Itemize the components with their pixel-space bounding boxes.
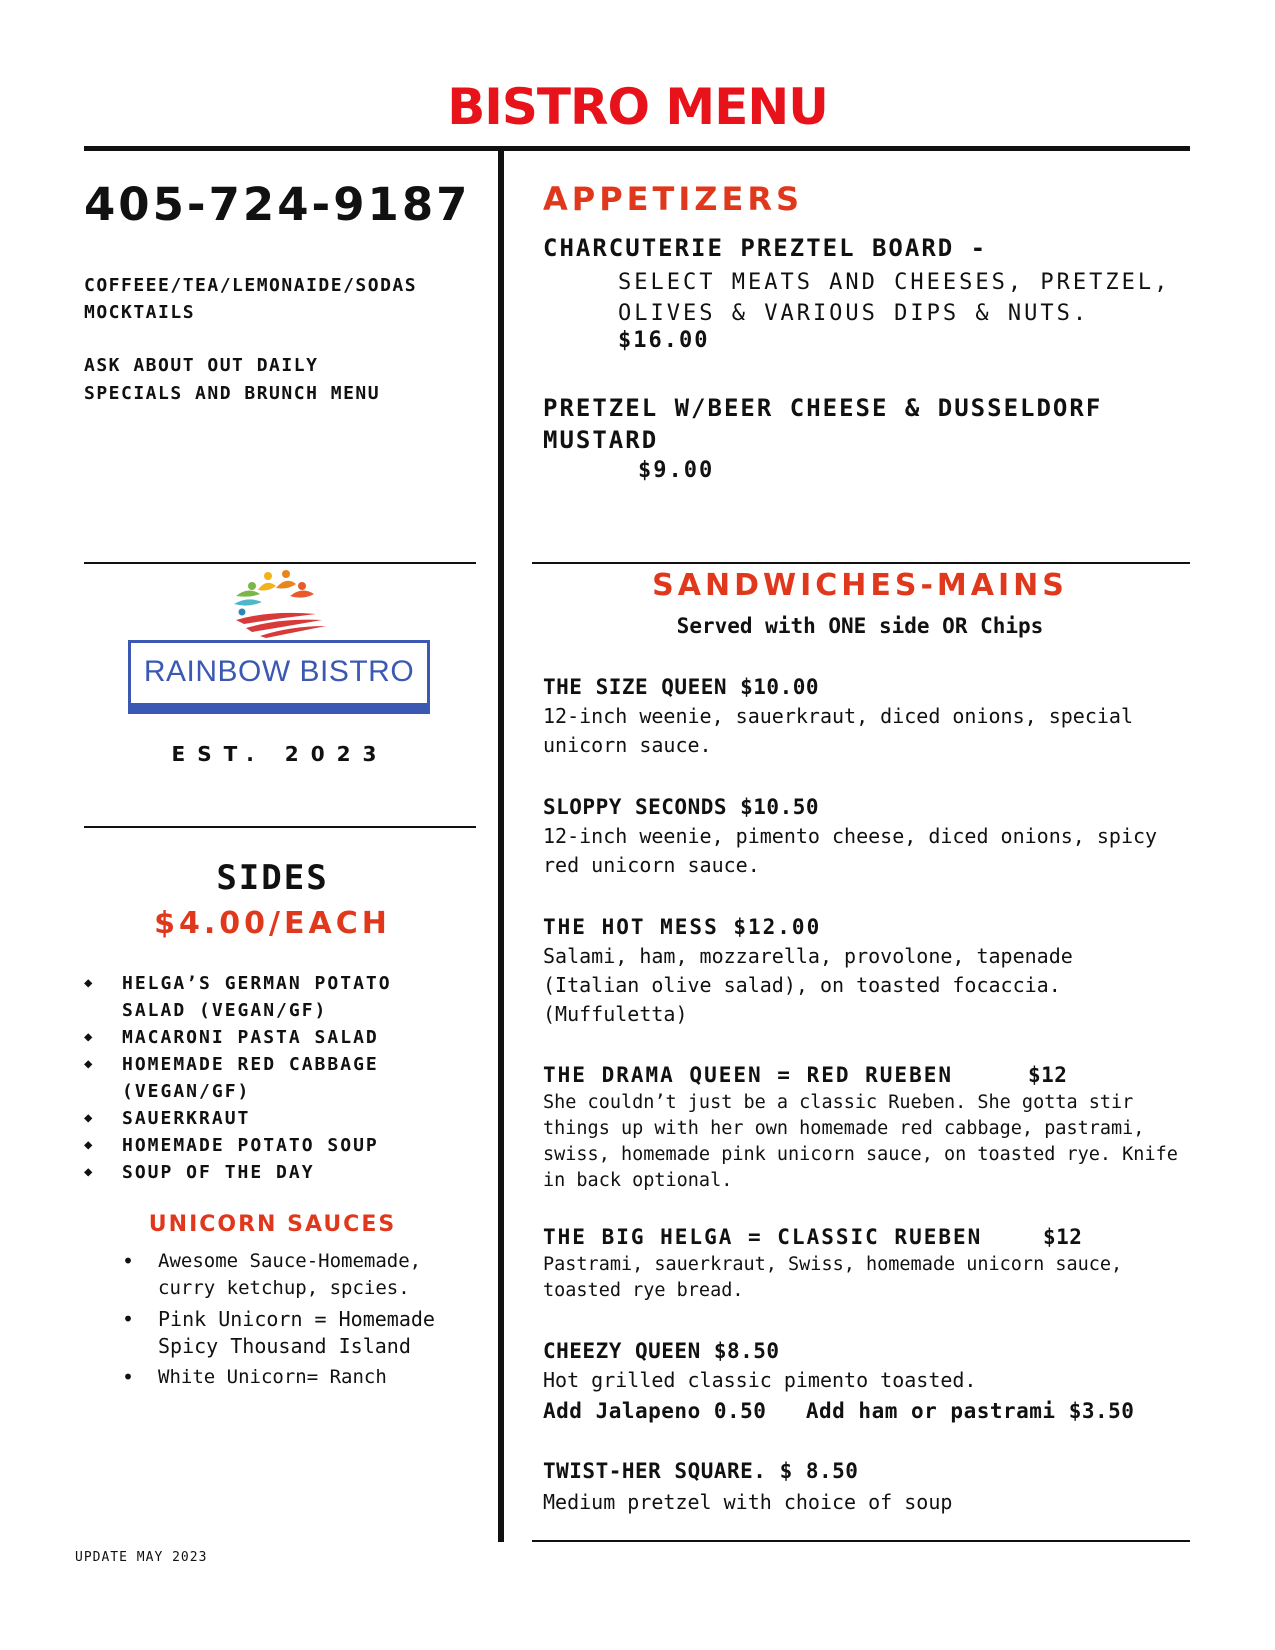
main-item-name: TWIST-HER SQUARE. $ 8.50 xyxy=(543,1459,859,1483)
main-item-desc-1: Salami, ham, mozzarella, provolone, tapenade xyxy=(543,944,1073,968)
main-item-desc: Pastrami, sauerkraut, Swiss, homemade unicorn sauce, toasted rye bread. xyxy=(543,1254,1123,1301)
main-item-desc: She couldn’t just be a classic Rueben. She gotta stir things up with her own homemade red cabbage, pastrami, swiss, homemade pink unicorn sauce, on toasted rye. Knife in back optional. xyxy=(543,1092,1178,1191)
side-item-label-cont: (VEGAN/GF) xyxy=(122,1081,251,1102)
sauce-item xyxy=(120,1248,460,1302)
appetizers-title: APPETIZERS xyxy=(543,180,804,218)
appetizer-2-name-2: MUSTARD xyxy=(543,426,659,454)
drinks-line-2: MOCKTAILS xyxy=(84,302,196,323)
side-item xyxy=(84,970,444,1024)
sauce-item xyxy=(120,1364,460,1391)
sauce-item xyxy=(120,1306,460,1360)
side-item-label: HELGA’S GERMAN POTATO xyxy=(122,973,392,994)
sides-title: SIDES xyxy=(216,858,329,898)
left-divider-1 xyxy=(84,562,476,564)
sauce-item-label: Awesome Sauce-Homemade, xyxy=(158,1250,422,1272)
bullet-icon: • xyxy=(122,1365,135,1389)
side-item-label: HOMEMADE RED CABBAGE xyxy=(122,1054,379,1075)
main-item-name: SLOPPY SECONDS $10.50 xyxy=(543,795,820,819)
sides-list xyxy=(84,970,444,1186)
main-item-name: THE BIG HELGA = CLASSIC RUEBEN xyxy=(543,1225,983,1249)
diamond-bullet-icon: ◆ xyxy=(84,1110,95,1126)
logo-text: RAINBOW BISTRO xyxy=(143,655,415,688)
bullet-icon: • xyxy=(122,1307,135,1331)
appetizer-2-price: $9.00 xyxy=(638,458,715,483)
sauce-item-label: White Unicorn= Ranch xyxy=(158,1366,387,1388)
left-divider-2 xyxy=(84,826,476,828)
right-divider-1 xyxy=(532,562,1190,564)
appetizer-1-name: CHARCUTERIE PREZTEL BOARD - xyxy=(543,234,988,262)
title-divider xyxy=(84,146,1190,151)
main-item-price: $12 xyxy=(1028,1063,1068,1087)
page-title: BISTRO MENU xyxy=(447,78,828,136)
main-item-name: THE HOT MESS $12.00 xyxy=(543,915,822,939)
main-item-name: THE SIZE QUEEN $10.00 xyxy=(543,675,820,699)
diamond-bullet-icon: ◆ xyxy=(84,975,95,991)
sauce-item-label-cont: Spicy Thousand Island xyxy=(158,1334,411,1358)
drinks-line-1: COFFEEE/TEA/LEMONAIDE/SODAS xyxy=(84,275,418,296)
main-item-name: THE DRAMA QUEEN = RED RUEBEN xyxy=(543,1063,954,1087)
main-item-desc: 12-inch weenie, pimento cheese, diced onions, spicy red unicorn sauce. xyxy=(543,824,1158,877)
side-item-label: SOUP OF THE DAY xyxy=(122,1162,315,1183)
main-item-desc-2: (Italian olive salad), on toasted focaccia. xyxy=(543,973,1061,997)
mains-subtitle: Served with ONE side OR Chips xyxy=(676,614,1044,638)
appetizer-1-desc-1: SELECT MEATS AND CHEESES, PRETZEL, xyxy=(618,270,1171,295)
phone-number: 405-724-9187 xyxy=(84,178,471,231)
side-item-label-cont: SALAD (VEGAN/GF) xyxy=(122,1000,328,1021)
side-item-label: SAUERKRAUT xyxy=(122,1108,251,1129)
main-item-desc: Medium pretzel with choice of soup xyxy=(543,1490,953,1514)
bullet-icon: • xyxy=(122,1249,135,1273)
sauces-list xyxy=(120,1248,460,1395)
diamond-bullet-icon: ◆ xyxy=(84,1137,95,1153)
logo-bar xyxy=(128,703,430,714)
main-item-desc: Hot grilled classic pimento toasted. xyxy=(543,1368,977,1392)
side-item xyxy=(84,1159,444,1186)
appetizer-1-price: $16.00 xyxy=(618,328,710,353)
sides-price: $4.00/EACH xyxy=(154,906,391,941)
side-item xyxy=(84,1132,444,1159)
sauce-item-label: Pink Unicorn = Homemade xyxy=(158,1307,435,1331)
update-note: UPDATE MAY 2023 xyxy=(75,1550,208,1565)
specials-line-2: SPECIALS AND BRUNCH MENU xyxy=(84,383,381,404)
specials-line-1: ASK ABOUT OUT DAILY xyxy=(84,355,319,376)
diamond-bullet-icon: ◆ xyxy=(84,1029,95,1045)
main-item-name: CHEEZY QUEEN $8.50 xyxy=(543,1339,780,1363)
side-item xyxy=(84,1024,444,1051)
side-item xyxy=(84,1105,444,1132)
rainbow-logo-icon xyxy=(230,566,330,638)
right-divider-2 xyxy=(532,1540,1190,1542)
main-item-desc-3: (Muffuletta) xyxy=(543,1002,688,1026)
side-item-label: MACARONI PASTA SALAD xyxy=(122,1027,379,1048)
established-year: EST. 2023 xyxy=(171,742,389,766)
main-item-price: $12 xyxy=(1043,1225,1083,1249)
main-item-addon: Add Jalapeno 0.50 Add ham or pastrami $3.50 xyxy=(543,1399,1135,1423)
sauces-title: UNICORN SAUCES xyxy=(148,1212,397,1237)
side-item xyxy=(84,1051,444,1105)
diamond-bullet-icon: ◆ xyxy=(84,1164,95,1180)
diamond-bullet-icon: ◆ xyxy=(84,1056,95,1072)
main-item-desc: 12-inch weenie, sauerkraut, diced onions, special unicorn sauce. xyxy=(543,704,1134,757)
side-item-label: HOMEMADE POTATO SOUP xyxy=(122,1135,379,1156)
column-divider xyxy=(498,151,504,1542)
sauce-item-label-cont: curry ketchup, spcies. xyxy=(158,1277,410,1299)
mains-title: SANDWICHES-MAINS xyxy=(652,568,1068,603)
appetizer-2-name-1: PRETZEL W/BEER CHEESE & DUSSELDORF xyxy=(543,394,1103,422)
logo-box xyxy=(128,640,430,714)
appetizer-1-desc-2: OLIVES & VARIOUS DIPS & NUTS. xyxy=(618,301,1090,326)
